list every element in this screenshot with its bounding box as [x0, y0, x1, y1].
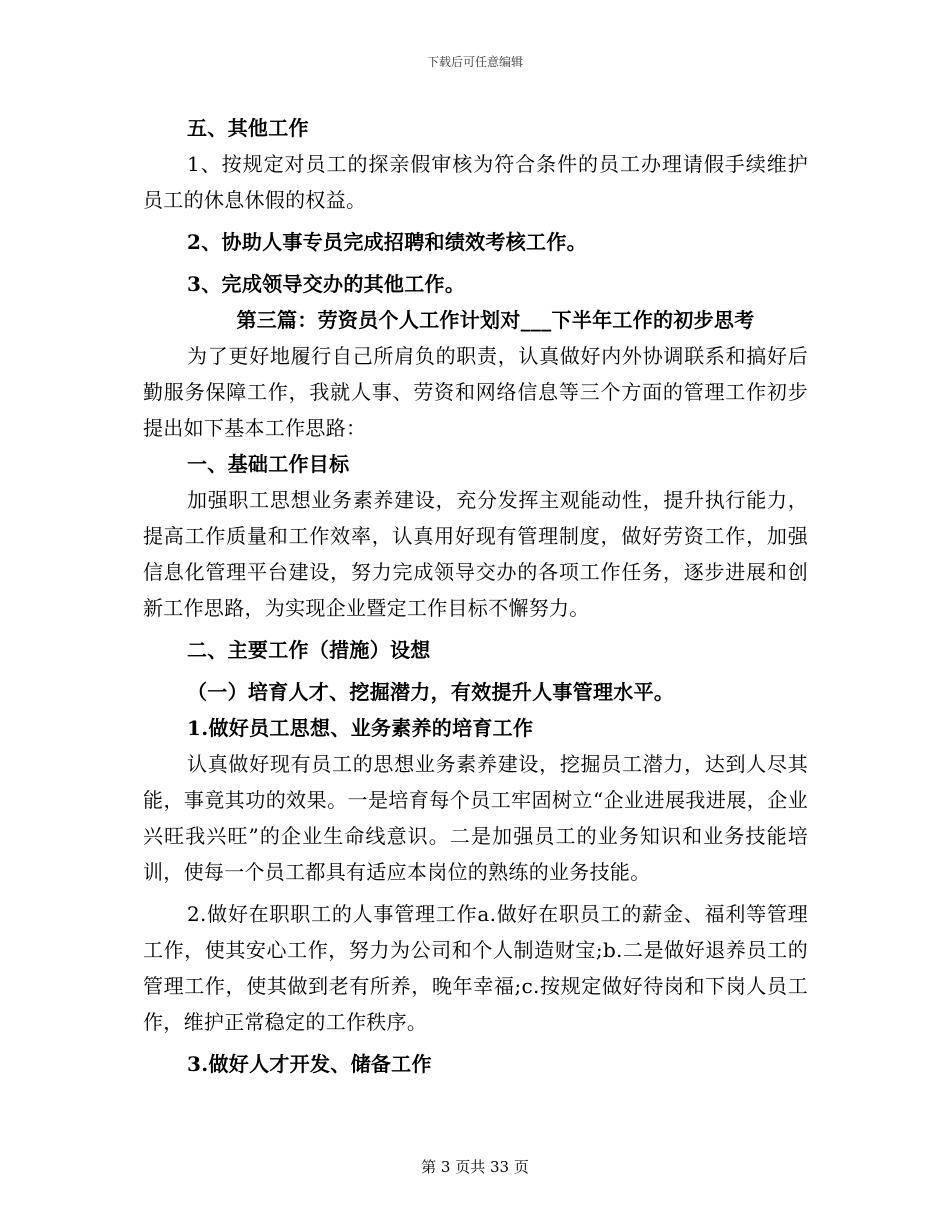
article-title: 第三篇：劳资员个人工作计划对___下半年工作的初步思考: [236, 308, 755, 332]
item-other-tasks: 3、完成领导交办的其他工作。: [187, 272, 466, 296]
paragraph-training: 认真做好现有员工的思想业务素养建设，挖掘员工潜力，达到人尽其能，事竟其功的效果。一是培育每个员工牢固树立“企业进展我进展，企业兴旺我兴旺”的企业生命线意识。二是加强员工的业务知识和业务技能培训，使每一个员工都具有适应本岗位的熟练的业务技能。: [143, 752, 808, 884]
section-heading-basic-goals: 一、基础工作目标: [187, 452, 350, 476]
subsection-heading-talent: （一）培育人才、挖掘潜力，有效提升人事管理水平。: [187, 680, 675, 704]
document-body: [143, 110, 808, 1082]
item-assist-recruitment: 2、协助人事专员完成招聘和绩效考核工作。: [187, 230, 587, 254]
paragraph-basic-goals: 加强职工思想业务素养建设，充分发挥主观能动性，提升执行能力，提高工作质量和工作效率，认真用好现有管理制度，做好劳资工作，加强信息化管理平台建设，努力完成领导交办的各项工作任务，逐步进展和创新工作思路，为实现企业暨定工作目标不懈努力。: [143, 488, 808, 620]
paragraph-personnel-management: 2.做好在职职工的人事管理工作a.做好在职员工的薪金、福利等管理工作，使其安心工作，努力为公司和个人制造财宝;b.二是做好退养员工的管理工作，使其做到老有所养，晚年幸福;c.按规定做好待岗和下岗人员工作，维护正常稳定的工作秩序。: [143, 902, 808, 1034]
section-heading-other-work: 五、其他工作: [187, 116, 309, 140]
paragraph-intro: 为了更好地履行自己所肩负的职责，认真做好内外协调联系和搞好后勤服务保障工作，我就人事、劳资和网络信息等三个方面的管理工作初步提出如下基本工作思路：: [143, 344, 808, 440]
item-heading-talent-reserve: 3.做好人才开发、储备工作: [187, 1052, 432, 1076]
page-footer: 第 3 页共 33 页: [421, 1158, 529, 1176]
item-heading-training: 1.做好员工思想、业务素养的培育工作: [187, 716, 534, 740]
page-header: 下载后可任意编辑: [426, 55, 523, 69]
paragraph-leave-review: 1、按规定对员工的探亲假审核为符合条件的员工办理请假手续维护员工的休息休假的权益。: [143, 152, 808, 212]
section-heading-main-measures: 二、主要工作（措施）设想: [187, 638, 431, 662]
